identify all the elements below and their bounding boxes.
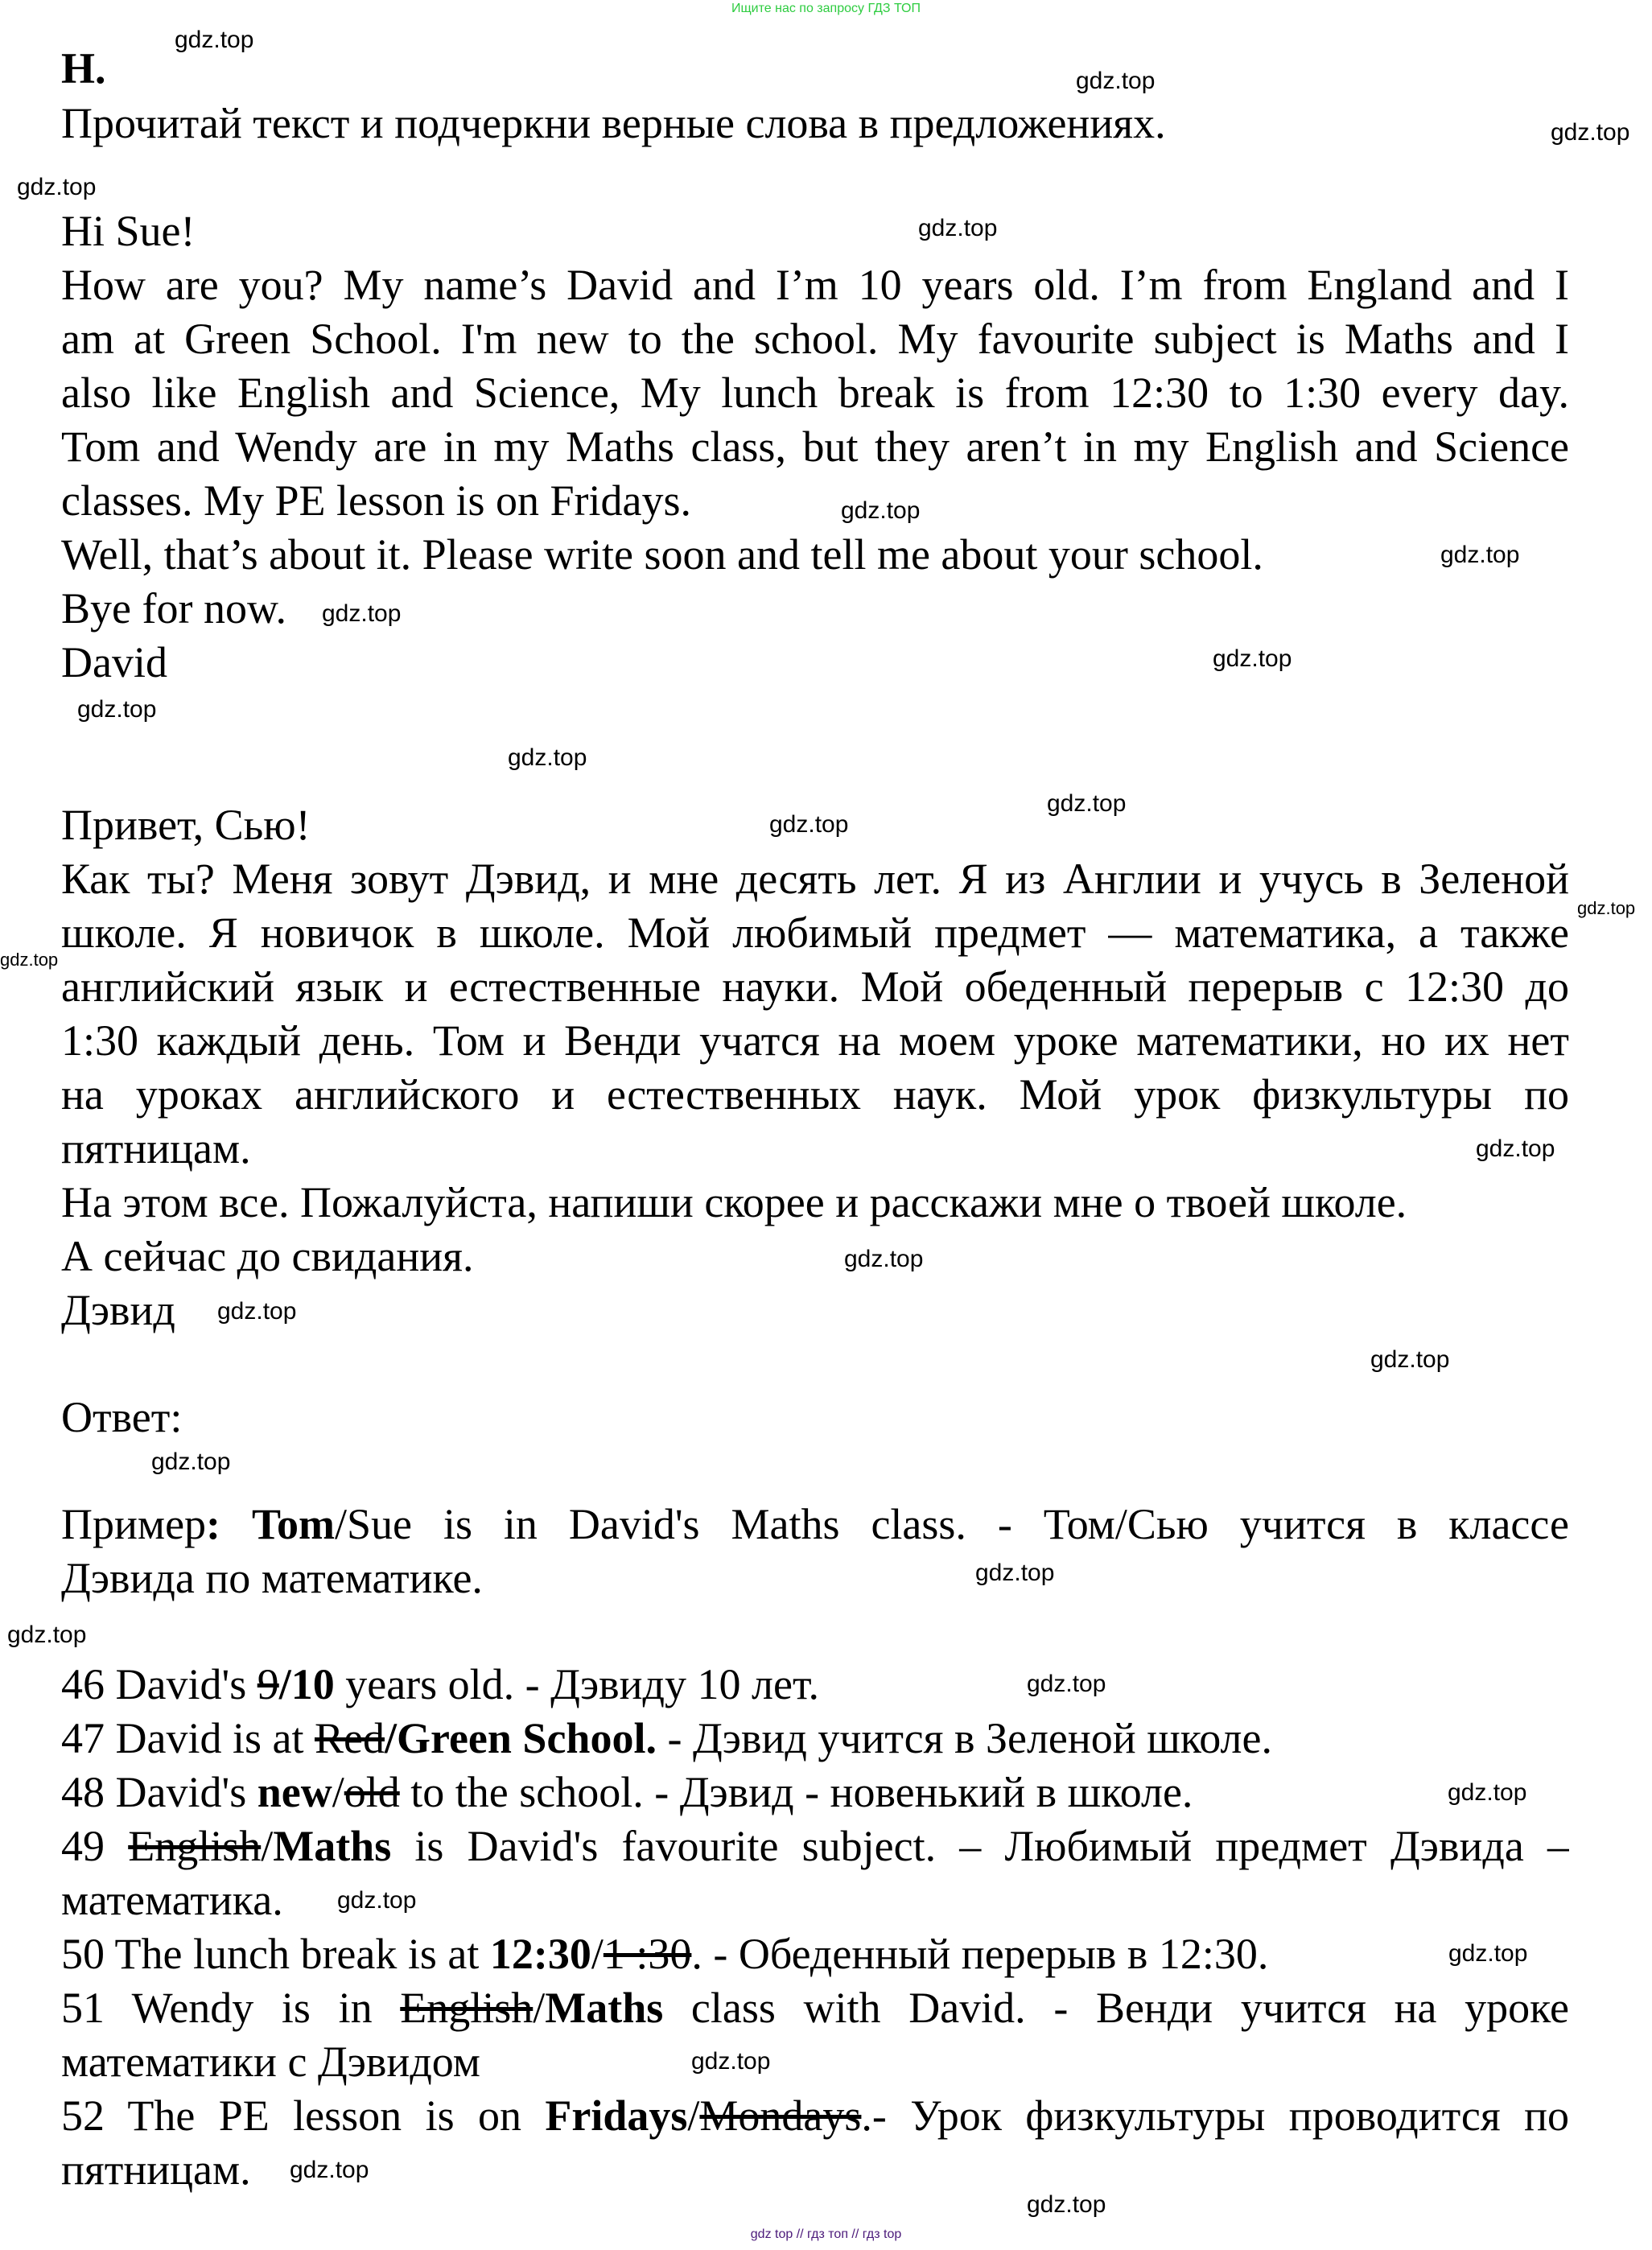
text-segment: математика. [61, 1876, 283, 1924]
watermark: gdz.top [975, 1560, 1055, 1586]
example-sentence [61, 1498, 1569, 1605]
watermark: gdz.top [769, 811, 849, 838]
text-segment: Дэвида по математике. [61, 1554, 483, 1602]
watermark: gdz.top [337, 1887, 417, 1914]
text-segment: class with David. - Венди учится на уроке [663, 1984, 1569, 2032]
text-segment: / [591, 1930, 604, 1978]
text-segment: / [261, 1822, 274, 1870]
correct-word: new [257, 1768, 332, 1816]
text-segment: 49 [61, 1822, 129, 1870]
text-line: Tom and Wendy are in my Maths class, but they aren’t in my English and Science [61, 422, 1569, 471]
watermark: gdz.top [844, 1246, 924, 1272]
answer-line [61, 2035, 1569, 2089]
text-segment: 46 David's [61, 1660, 257, 1708]
text-line: 1:30 каждый день. Том и Венди учатся на моем уроке математики, но их нет [61, 1016, 1569, 1065]
answer-label: Ответ: [61, 1393, 183, 1441]
answer-line [61, 1927, 1569, 1981]
watermark: gdz.top [841, 497, 921, 524]
text-line: Дэвид [61, 1286, 175, 1334]
crossed-out-word: Mondays [699, 2091, 862, 2140]
text-segment: years old. - Дэвиду 10 лет. [334, 1660, 819, 1708]
answer-line [61, 1819, 1569, 1873]
watermark: gdz.top [77, 696, 157, 723]
watermark: gdz.top [1027, 1671, 1106, 1697]
watermark: gdz.top [1213, 645, 1292, 672]
watermark: gdz.top [1440, 542, 1520, 568]
text-segment: . - Обеденный перерыв в 12:30. [691, 1930, 1269, 1978]
exercise-letter: Н. [61, 44, 106, 93]
watermark: gdz.top [1076, 68, 1156, 94]
text-line: David [61, 638, 167, 686]
watermark: gdz.top [1476, 1135, 1555, 1162]
watermark: gdz.top [7, 1622, 87, 1648]
correct-word: /Green School. [384, 1714, 657, 1762]
answer-line [61, 1981, 1569, 2035]
answer-line [61, 1712, 1569, 1766]
watermark: gdz.top [1027, 2191, 1106, 2218]
watermark: gdz.top [1448, 1940, 1528, 1967]
text-segment: / [533, 1984, 546, 2032]
text-line: английский язык и естественные науки. Мой обеденный перерыв с 12:30 до [61, 962, 1569, 1011]
watermark: gdz.top [17, 174, 97, 200]
watermark: gdz.top [691, 2048, 771, 2075]
text-segment: 51 Wendy is in [61, 1984, 401, 2032]
answer-line [61, 1873, 1569, 1927]
text-segment: 52 The PE lesson is on [61, 2091, 546, 2140]
watermark: gdz.top [175, 27, 254, 53]
watermark: gdz.top [508, 744, 587, 771]
text-line: Как ты? Меня зовут Дэвид, и мне десять лет. Я из Англии и учусь в Зеленой [61, 855, 1569, 903]
watermark: gdz.top [322, 600, 402, 627]
instruction: Прочитай текст и подчеркни верные слова в предложениях. [61, 99, 1166, 147]
text-line: пятницам. [61, 1124, 251, 1172]
text-line: Hi Sue! [61, 207, 196, 255]
text-segment: - Дэвид учится в Зеленой школе. [656, 1714, 1272, 1762]
correct-word: Maths [273, 1822, 392, 1870]
text-line: А сейчас до свидания. [61, 1232, 474, 1280]
correct-word: 12:30 [489, 1930, 591, 1978]
text-segment: /Sue is in David's Maths class. - Том/Сью учится в классе [335, 1500, 1569, 1548]
crossed-out-word: Red [314, 1714, 385, 1762]
answer-line [61, 1498, 1569, 1552]
text-line: am at Green School. I'm new to the school. My favourite subject is Maths and I [61, 315, 1569, 363]
text-line: How are you? My name’s David and I’m 10 years old. I’m from England and I [61, 261, 1569, 309]
watermark: gdz.top [290, 2157, 369, 2183]
watermark: gdz.top [1577, 898, 1636, 918]
correct-word: Maths [545, 1984, 664, 2032]
crossed-out-word: English [128, 1822, 262, 1870]
answer-line [61, 2143, 1569, 2197]
answer-line [61, 1766, 1569, 1819]
search-hint-banner: Ищите нас по запросу ГДЗ ТОП [731, 2, 921, 15]
watermark: gdz.top [0, 950, 59, 970]
watermark: gdz.top [1551, 119, 1630, 146]
text-line: classes. My PE lesson is on Fridays. [61, 476, 691, 525]
answer-line [61, 2089, 1569, 2143]
answer-line [61, 1658, 1569, 1712]
crossed-out-word: 9 [257, 1660, 279, 1708]
text-segment: / [687, 2091, 700, 2140]
text-segment: Пример [61, 1500, 207, 1548]
text-segment: / [332, 1768, 344, 1816]
watermark: gdz.top [1448, 1779, 1527, 1806]
correct-word: /10 [278, 1660, 335, 1708]
crossed-out-word: English [400, 1984, 534, 2032]
letter-english [61, 204, 1569, 690]
text-segment: математики с Дэвидом [61, 2038, 480, 2086]
watermark: gdz.top [918, 215, 998, 241]
correct-word: : Tom [206, 1500, 336, 1548]
text-segment: 47 David is at [61, 1714, 315, 1762]
answer-line [61, 1552, 1569, 1605]
watermark: gdz.top [217, 1298, 297, 1325]
text-segment: 50 The lunch break is at [61, 1930, 490, 1978]
text-line: also like English and Science, My lunch break is from 12:30 to 1:30 every day. [61, 369, 1569, 417]
answers-list [61, 1658, 1569, 2197]
letter-russian [61, 798, 1569, 1337]
text-line: На этом все. Пожалуйста, напиши скорее и расскажи мне о твоей школе. [61, 1178, 1407, 1226]
text-line: Привет, Сью! [61, 801, 311, 849]
text-segment: is David's favourite subject. – Любимый предмет Дэвида – [391, 1822, 1569, 1870]
text-line: на уроках английского и естественных наук. Мой урок физкультуры по [61, 1070, 1569, 1119]
text-segment: .- Урок физкультуры проводится по [861, 2091, 1569, 2140]
text-segment: пятницам. [61, 2145, 251, 2194]
footer-links: gdz top // гдз топ // гдз top [750, 2227, 902, 2241]
text-line: школе. Я новичок в школе. Мой любимый предмет — математика, а также [61, 909, 1569, 957]
correct-word: Fridays [545, 2091, 688, 2140]
crossed-out-word: 1 :30 [603, 1930, 692, 1978]
crossed-out-word: old [344, 1768, 400, 1816]
text-segment: to the school. - Дэвид - новенький в школе. [399, 1768, 1193, 1816]
text-segment: 48 David's [61, 1768, 257, 1816]
watermark: gdz.top [1370, 1346, 1450, 1373]
text-line: Bye for now. [61, 584, 286, 633]
text-line: Well, that’s about it. Please write soon and tell me about your school. [61, 530, 1263, 579]
watermark: gdz.top [151, 1448, 231, 1475]
watermark: gdz.top [1047, 790, 1127, 817]
